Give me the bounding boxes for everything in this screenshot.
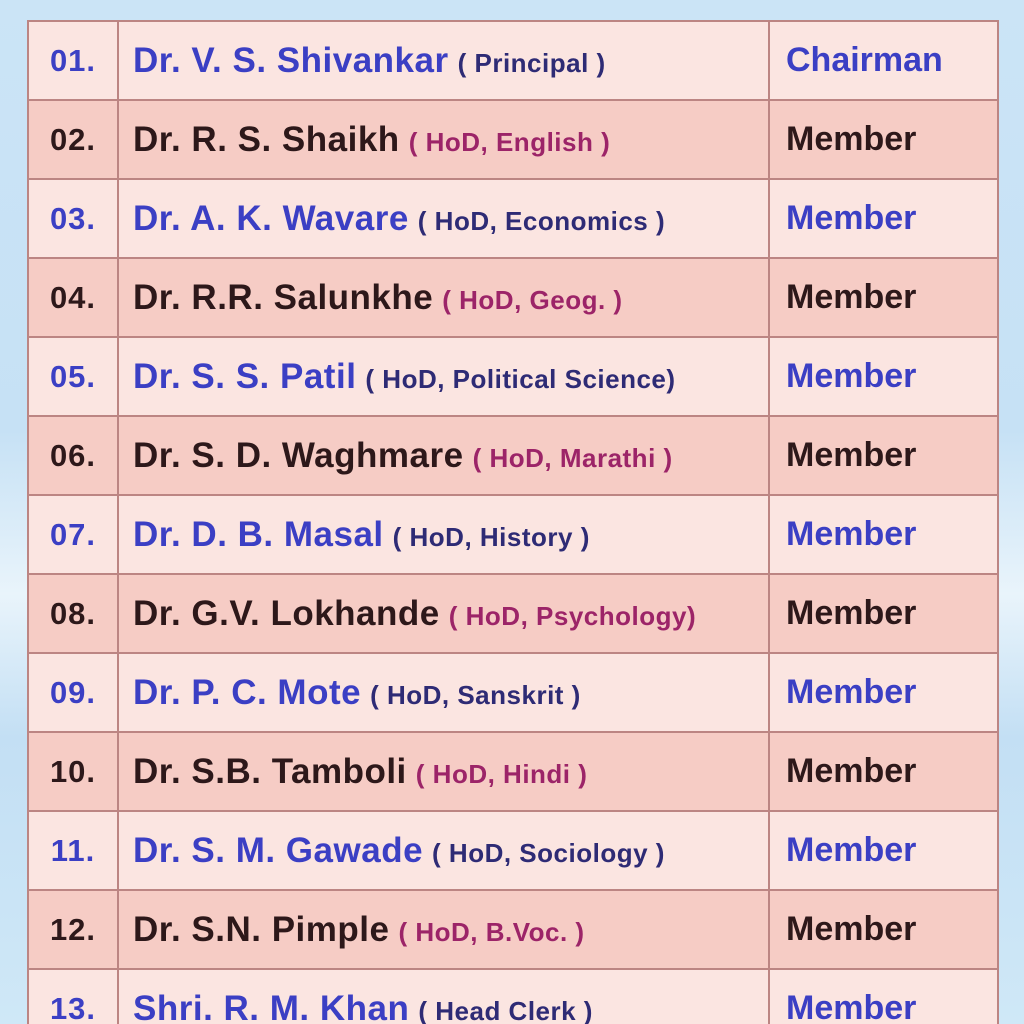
member-name: Dr. S. S. Patil [133, 356, 357, 396]
member-name-cell [118, 100, 769, 179]
serial-number: 01. [49, 42, 97, 78]
member-name-cell [118, 416, 769, 495]
member-name: Dr. R.R. Salunkhe [133, 277, 434, 317]
table-row [28, 21, 998, 100]
serial-number-cell [28, 258, 118, 337]
member-name: Dr. D. B. Masal [133, 514, 384, 554]
member-designation: ( HoD, English ) [408, 126, 611, 157]
committee-members-table [27, 20, 999, 1024]
member-role-cell [769, 653, 998, 732]
member-name: Shri. R. M. Khan [133, 988, 410, 1024]
member-role-cell [769, 258, 998, 337]
member-name: Dr. A. K. Wavare [133, 198, 409, 238]
member-role-cell [769, 100, 998, 179]
serial-number: 03. [49, 200, 97, 236]
member-designation: ( HoD, B.Voc. ) [398, 916, 585, 947]
table-row [28, 258, 998, 337]
member-role: Member [786, 831, 917, 869]
member-designation: ( HoD, Geog. ) [442, 284, 623, 315]
member-role-cell [769, 337, 998, 416]
member-name: Dr. S.B. Tamboli [133, 751, 407, 791]
member-designation: ( HoD, Psychology) [448, 600, 697, 631]
member-designation: ( Principal ) [457, 47, 606, 78]
member-role: Member [786, 910, 917, 948]
table-row [28, 100, 998, 179]
serial-number-cell [28, 969, 118, 1024]
member-role: Member [786, 594, 917, 632]
member-role: Member [786, 989, 917, 1024]
serial-number-cell [28, 337, 118, 416]
member-name-cell [118, 258, 769, 337]
member-name-cell [118, 495, 769, 574]
member-name-cell [118, 337, 769, 416]
member-role: Member [786, 357, 917, 395]
member-name-cell [118, 969, 769, 1024]
serial-number-cell [28, 21, 118, 100]
serial-number: 08. [49, 595, 97, 631]
member-name: Dr. V. S. Shivankar [133, 40, 449, 80]
member-designation: ( HoD, Sanskrit ) [370, 679, 581, 710]
table-row [28, 732, 998, 811]
table-row [28, 179, 998, 258]
member-role-cell [769, 811, 998, 890]
member-role-cell [769, 969, 998, 1024]
table-row [28, 890, 998, 969]
serial-number: 11. [50, 832, 96, 868]
serial-number-cell [28, 653, 118, 732]
member-role: Member [786, 752, 917, 790]
table-row [28, 653, 998, 732]
member-designation: ( HoD, History ) [392, 521, 590, 552]
member-name: Dr. S.N. Pimple [133, 909, 390, 949]
member-name: Dr. P. C. Mote [133, 672, 362, 712]
member-role: Member [786, 673, 917, 711]
table-body [28, 21, 998, 1024]
member-name: Dr. S. D. Waghmare [133, 435, 464, 475]
table-row [28, 969, 998, 1024]
member-role-cell [769, 732, 998, 811]
table-row [28, 495, 998, 574]
table-row [28, 574, 998, 653]
serial-number-cell [28, 811, 118, 890]
member-role: Member [786, 515, 917, 553]
member-name-cell [118, 574, 769, 653]
serial-number-cell [28, 495, 118, 574]
member-name: Dr. S. M. Gawade [133, 830, 424, 870]
member-name-cell [118, 890, 769, 969]
member-role: Member [786, 436, 917, 474]
member-designation: ( HoD, Hindi ) [415, 758, 588, 789]
member-role-cell [769, 179, 998, 258]
member-role-cell [769, 574, 998, 653]
serial-number: 12. [49, 911, 97, 947]
member-name-cell [118, 21, 769, 100]
serial-number: 04. [49, 279, 97, 315]
member-role: Chairman [786, 41, 943, 79]
serial-number-cell [28, 100, 118, 179]
member-role-cell [769, 21, 998, 100]
member-role: Member [786, 120, 917, 158]
member-role-cell [769, 890, 998, 969]
serial-number: 13. [49, 990, 97, 1024]
member-name-cell [118, 811, 769, 890]
serial-number-cell [28, 890, 118, 969]
member-name-cell [118, 653, 769, 732]
serial-number: 10. [49, 753, 97, 789]
member-name: Dr. G.V. Lokhande [133, 593, 440, 633]
member-name: Dr. R. S. Shaikh [133, 119, 400, 159]
member-role-cell [769, 495, 998, 574]
member-designation: ( HoD, Marathi ) [472, 442, 673, 473]
member-role: Member [786, 278, 917, 316]
member-designation: ( HoD, Sociology ) [432, 837, 665, 868]
serial-number: 02. [49, 121, 97, 157]
serial-number: 06. [49, 437, 97, 473]
table-row [28, 337, 998, 416]
table-row [28, 416, 998, 495]
member-name-cell [118, 179, 769, 258]
member-name-cell [118, 732, 769, 811]
serial-number-cell [28, 574, 118, 653]
serial-number-cell [28, 416, 118, 495]
table-row [28, 811, 998, 890]
member-designation: ( HoD, Economics ) [417, 205, 666, 236]
serial-number: 09. [49, 674, 97, 710]
member-designation: ( HoD, Political Science) [365, 363, 676, 394]
member-role-cell [769, 416, 998, 495]
serial-number: 07. [49, 516, 97, 552]
member-designation: ( Head Clerk ) [418, 995, 593, 1024]
serial-number: 05. [49, 358, 97, 394]
serial-number-cell [28, 732, 118, 811]
serial-number-cell [28, 179, 118, 258]
member-role: Member [786, 199, 917, 237]
